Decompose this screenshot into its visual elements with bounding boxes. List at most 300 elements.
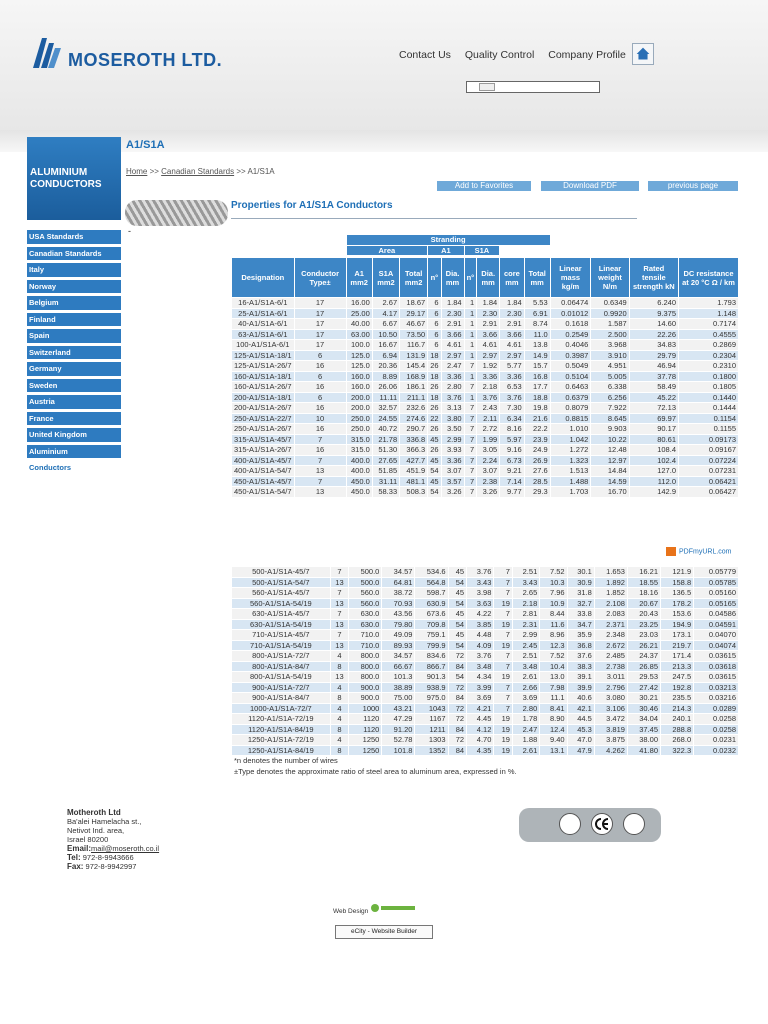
table-cell: 3.98 — [467, 588, 494, 599]
table-cell: 1211 — [415, 724, 448, 735]
table-cell: 290.7 — [400, 424, 428, 435]
col-a1-mm2: A1 mm2 — [346, 258, 372, 298]
table-cell: 938.9 — [415, 682, 448, 693]
table-cell: 5.77 — [500, 361, 524, 372]
table-cell: 2.91 — [500, 319, 524, 330]
table-cell: 42.1 — [567, 703, 594, 714]
table-cell: 0.04070 — [694, 630, 739, 641]
header-area: Area — [346, 245, 428, 256]
table-cell: 30.1 — [567, 567, 594, 578]
table-cell: 4.70 — [467, 735, 494, 746]
table-cell: 2.43 — [477, 403, 500, 414]
table-cell: 6.34 — [500, 413, 524, 424]
pdfmyurl-text: PDFmyURL.com — [679, 548, 732, 556]
table-cell: 14.9 — [524, 350, 550, 361]
table-cell: 3.106 — [594, 703, 627, 714]
top-nav — [399, 49, 637, 61]
table-cell: 32.57 — [372, 403, 399, 414]
table-cell: 32.7 — [567, 598, 594, 609]
table-cell: 33.8 — [567, 609, 594, 620]
breadcrumb-separator: >> — [149, 167, 159, 176]
table-cell: 0.0258 — [694, 714, 739, 725]
table-cell: 84 — [448, 661, 467, 672]
web-design-credit[interactable] — [333, 903, 416, 915]
table-cell: 2.72 — [477, 424, 500, 435]
table-cell: 20.36 — [372, 361, 399, 372]
table-cell: 759.1 — [415, 630, 448, 641]
table-cell: 34.04 — [627, 714, 660, 725]
table-cell: 7 — [464, 455, 477, 466]
table-cell: 1.84 — [500, 298, 524, 309]
sidebar-item-austria[interactable]: Austria — [27, 395, 121, 409]
table-cell: 66.67 — [382, 661, 415, 672]
table-cell: 6 — [294, 371, 346, 382]
table-cell: 136.5 — [661, 588, 694, 599]
table-cell: 43.56 — [382, 609, 415, 620]
table-cell: 211.1 — [400, 392, 428, 403]
table-cell: 24.55 — [372, 413, 399, 424]
table-cell: 0.04586 — [694, 609, 739, 620]
table-cell: 3.13 — [441, 403, 464, 414]
section-title: Properties for A1/S1A Conductors — [231, 200, 393, 211]
table-cell: 2.18 — [477, 382, 500, 393]
scrollbar-thumb[interactable] — [479, 83, 495, 91]
sidebar-item-usa[interactable]: USA Standards — [27, 230, 121, 244]
sidebar-item-canadian[interactable]: Canadian Standards — [27, 247, 121, 261]
table-cell: 322.3 — [661, 745, 694, 756]
footer-email-link[interactable]: mail@moseroth.co.il — [91, 844, 160, 853]
table-cell: 30.46 — [627, 703, 660, 714]
table-cell: 13 — [330, 598, 349, 609]
table-cell: 0.3987 — [550, 350, 591, 361]
table-cell: 22 — [428, 413, 441, 424]
table-row — [232, 403, 739, 414]
table-cell: 1167 — [415, 714, 448, 725]
table-cell: 6.73 — [500, 455, 524, 466]
table-cell: 121.9 — [661, 567, 694, 578]
download-pdf-button[interactable]: Download PDF — [541, 181, 639, 191]
table-cell: 2.97 — [441, 350, 464, 361]
table-cell: 26 — [428, 445, 441, 456]
table-cell: 100-A1/S1A-6/1 — [232, 340, 295, 351]
table-cell: 3.819 — [594, 724, 627, 735]
add-favorites-button[interactable]: Add to Favorites — [437, 181, 531, 191]
table-cell: 560.0 — [349, 588, 382, 599]
table-cell: 240.1 — [661, 714, 694, 725]
table-cell: 6.94 — [372, 350, 399, 361]
sidebar-item-sweden[interactable]: Sweden — [27, 379, 121, 393]
table-cell: 54 — [448, 598, 467, 609]
table-cell: 45 — [448, 630, 467, 641]
table-cell: 2.80 — [512, 703, 539, 714]
previous-page-button[interactable]: previous page — [648, 181, 738, 191]
table-cell: 19 — [494, 598, 513, 609]
table-cell: 64.81 — [382, 577, 415, 588]
table-cell: 72 — [448, 703, 467, 714]
table-cell: 18 — [428, 350, 441, 361]
breadcrumb-standards[interactable]: Canadian Standards — [161, 167, 235, 176]
table-cell: 91.20 — [382, 724, 415, 735]
table-cell: 1352 — [415, 745, 448, 756]
table-cell: 0.03618 — [694, 661, 739, 672]
table-cell: 6.67 — [372, 319, 399, 330]
table-cell: 3.968 — [591, 340, 629, 351]
table-cell: 1.272 — [550, 445, 591, 456]
table-cell: 1250-A1/S1A-84/19 — [232, 745, 331, 756]
table-cell: 900-A1/S1A-72/7 — [232, 682, 331, 693]
properties-table — [231, 234, 739, 498]
table-cell: 54 — [448, 640, 467, 651]
table-cell: 1.78 — [512, 714, 539, 725]
table-cell: 13 — [330, 619, 349, 630]
table-cell: 2.61 — [512, 745, 539, 756]
quality-icon — [559, 813, 581, 835]
table-cell: 84 — [448, 724, 467, 735]
table-cell: 268.0 — [661, 735, 694, 746]
table-row — [232, 487, 739, 498]
table-cell: 54 — [448, 577, 467, 588]
table-cell: 125.0 — [346, 350, 372, 361]
sidebar-item-norway[interactable]: Norway — [27, 280, 121, 294]
table-cell: 250.0 — [346, 424, 372, 435]
table-cell: 630-A1/S1A-54/19 — [232, 619, 331, 630]
table-row — [232, 308, 739, 319]
table-body-2 — [232, 567, 739, 756]
table-cell: 0.04591 — [694, 619, 739, 630]
table-cell: 4.61 — [500, 340, 524, 351]
table-cell: 15.7 — [524, 361, 550, 372]
table-cell: 44.5 — [567, 714, 594, 725]
table-cell: 2.24 — [477, 455, 500, 466]
table-cell: 250.0 — [346, 413, 372, 424]
table-cell: 38.89 — [382, 682, 415, 693]
table-cell: 3.85 — [467, 619, 494, 630]
table-cell: 1.587 — [591, 319, 629, 330]
table-cell: 1 — [464, 319, 477, 330]
table-cell: 450-A1/S1A-54/7 — [232, 487, 295, 498]
sidebar-item-spain[interactable]: Spain — [27, 329, 121, 343]
sidebar-item-finland[interactable]: Finland — [27, 313, 121, 327]
table-cell: 73.50 — [400, 329, 428, 340]
table-cell: 0.2310 — [679, 361, 739, 372]
table-cell: 72 — [448, 735, 467, 746]
table-cell: 2.97 — [500, 350, 524, 361]
footer-address: Netivot Ind. area, — [67, 826, 125, 835]
table-cell: 7.30 — [500, 403, 524, 414]
table-cell: 2.97 — [477, 350, 500, 361]
table-cell: 45 — [448, 609, 467, 620]
table-cell: 2.66 — [512, 682, 539, 693]
table-cell: 3.50 — [441, 424, 464, 435]
table-row — [232, 340, 739, 351]
footer-fax: 972-8-9942997 — [85, 862, 137, 871]
table-cell: 26 — [428, 382, 441, 393]
table-cell: 17 — [294, 340, 346, 351]
table-cell: 500.0 — [349, 577, 382, 588]
table-row — [232, 735, 739, 746]
table-cell: 9.77 — [500, 487, 524, 498]
table-cell: 0.05779 — [694, 567, 739, 578]
table-cell: 112.0 — [629, 476, 678, 487]
table-cell: 7 — [330, 630, 349, 641]
table-cell: 710-A1/S1A-45/7 — [232, 630, 331, 641]
table-cell: 16 — [294, 445, 346, 456]
table-cell: 28.5 — [524, 476, 550, 487]
table-cell: 72 — [448, 714, 467, 725]
table-cell: 8 — [330, 661, 349, 672]
table-cell: 2.738 — [594, 661, 627, 672]
table-cell: 200.0 — [346, 392, 372, 403]
page-title: A1/S1A — [126, 139, 165, 151]
table-cell: 4 — [330, 714, 349, 725]
table-cell: 673.6 — [415, 609, 448, 620]
table-cell: 1000 — [349, 703, 382, 714]
table-cell: 6 — [294, 350, 346, 361]
table-row — [232, 588, 739, 599]
table-cell: 20.43 — [627, 609, 660, 620]
table-cell: 1.488 — [550, 476, 591, 487]
table-cell: 8.89 — [372, 371, 399, 382]
table-cell: 17 — [294, 319, 346, 330]
table-cell: 0.2549 — [550, 329, 591, 340]
col-dc-resistance: DC resistance at 20 °C Ω / km — [679, 258, 739, 298]
sidebar-item-switzerland[interactable]: Switzerland — [27, 346, 121, 360]
header-blank — [550, 235, 738, 258]
table-cell: 315-A1/S1A-45/7 — [232, 434, 295, 445]
table-cell: 3.080 — [594, 693, 627, 704]
table-cell: 219.7 — [661, 640, 694, 651]
table-cell: 18 — [428, 392, 441, 403]
table-cell: 12.97 — [591, 455, 629, 466]
table-cell: 29.79 — [629, 350, 678, 361]
table-cell: 16.70 — [591, 487, 629, 498]
table-cell: 19 — [494, 714, 513, 725]
table-cell: 0.03615 — [694, 651, 739, 662]
table-cell: 29.3 — [524, 487, 550, 498]
table-cell: 54 — [448, 619, 467, 630]
table-cell: 30.9 — [567, 577, 594, 588]
sidebar-item-germany[interactable]: Germany — [27, 362, 121, 376]
table-row — [232, 329, 739, 340]
table-cell: 200-A1/S1A-26/7 — [232, 403, 295, 414]
table-cell: 1 — [464, 371, 477, 382]
table-cell: 52.78 — [382, 735, 415, 746]
table-cell: 3.26 — [441, 487, 464, 498]
table-cell: 27.6 — [524, 466, 550, 477]
table-cell: 29.53 — [627, 672, 660, 683]
table-cell: 366.3 — [400, 445, 428, 456]
pdfmyurl-link[interactable] — [666, 547, 732, 556]
table-cell: 1.513 — [550, 466, 591, 477]
table-cell: 7.52 — [540, 651, 567, 662]
table-cell: 8.74 — [524, 319, 550, 330]
table-cell: 7 — [464, 434, 477, 445]
table-cell: 7.98 — [540, 682, 567, 693]
table-cell: 2.108 — [594, 598, 627, 609]
table-cell: 127.0 — [629, 466, 678, 477]
table-cell: 800-A1/S1A-54/19 — [232, 672, 331, 683]
table-cell: 0.1440 — [679, 392, 739, 403]
table-cell: 7 — [464, 361, 477, 372]
sidebar-item-italy[interactable]: Italy — [27, 263, 121, 277]
table-cell: 18.55 — [627, 577, 660, 588]
table-cell: 288.8 — [661, 724, 694, 735]
table-cell: 9.375 — [629, 308, 678, 319]
table-cell: 0.1805 — [679, 382, 739, 393]
table-cell: 3.66 — [500, 329, 524, 340]
table-cell: 400-A1/S1A-54/7 — [232, 466, 295, 477]
table-cell: 800-A1/S1A-72/7 — [232, 651, 331, 662]
table-cell: 975.0 — [415, 693, 448, 704]
table-cell: 38.72 — [382, 588, 415, 599]
table-cell: 47.9 — [567, 745, 594, 756]
table-cell: 0.0289 — [694, 703, 739, 714]
table-cell: 31.11 — [372, 476, 399, 487]
table-cell: 2.61 — [512, 672, 539, 683]
table-cell: 16.21 — [627, 567, 660, 578]
table-cell: 84 — [448, 693, 467, 704]
table-cell: 46.94 — [629, 361, 678, 372]
table-cell: 2.80 — [441, 382, 464, 393]
table-cell: 7 — [494, 661, 513, 672]
table-cell: 178.2 — [661, 598, 694, 609]
table-cell: 4.45 — [467, 714, 494, 725]
table-cell: 80.61 — [629, 434, 678, 445]
table-cell: 45 — [448, 588, 467, 599]
home-icon[interactable] — [632, 43, 654, 65]
table-cell: 10.9 — [540, 598, 567, 609]
table-cell: 0.2304 — [679, 350, 739, 361]
header-blank — [232, 235, 347, 258]
table-cell: 29.17 — [400, 308, 428, 319]
table-cell: 22.2 — [524, 424, 550, 435]
header-blank — [500, 245, 550, 258]
table-cell: 11.11 — [372, 392, 399, 403]
table-cell: 7.96 — [540, 588, 567, 599]
table-cell: 3.05 — [477, 445, 500, 456]
table-cell: 630.0 — [349, 609, 382, 620]
table-cell: 6.338 — [591, 382, 629, 393]
table-cell: 3.93 — [441, 445, 464, 456]
web-design-label: Web Design — [333, 908, 369, 915]
table-cell: 2.51 — [512, 567, 539, 578]
table-cell: 1.010 — [550, 424, 591, 435]
footer-tel-label: Tel: — [67, 853, 81, 862]
table-cell: 23.03 — [627, 630, 660, 641]
table-cell: 4.61 — [477, 340, 500, 351]
table-body-1 — [232, 298, 739, 498]
table-cell: 1 — [464, 340, 477, 351]
table-cell: 102.4 — [629, 455, 678, 466]
table-cell: 10.3 — [540, 577, 567, 588]
horizontal-scrollbar[interactable] — [466, 81, 600, 93]
table-cell: 3.07 — [477, 466, 500, 477]
table-cell: 7 — [330, 588, 349, 599]
table-cell: 1 — [464, 308, 477, 319]
table-cell: 560.0 — [349, 598, 382, 609]
table-cell: 250-A1/S1A-26/7 — [232, 424, 295, 435]
table-row — [232, 424, 739, 435]
col-s1a-mm2: S1A mm2 — [372, 258, 399, 298]
table-cell: 6.240 — [629, 298, 678, 309]
sidebar-item-belgium[interactable]: Belgium — [27, 296, 121, 310]
table-cell: 18.8 — [524, 392, 550, 403]
table-cell: 2.47 — [441, 361, 464, 372]
table-cell: 800-A1/S1A-84/7 — [232, 661, 331, 672]
table-cell: 173.1 — [661, 630, 694, 641]
table-cell: 63-A1/S1A-6/1 — [232, 329, 295, 340]
table-cell: 315-A1/S1A-26/7 — [232, 445, 295, 456]
table-row — [232, 577, 739, 588]
table-cell: 3.36 — [477, 371, 500, 382]
table-cell: 34.57 — [382, 567, 415, 578]
sidebar-item-france[interactable]: France — [27, 412, 121, 426]
table-cell: 16-A1/S1A-6/1 — [232, 298, 295, 309]
table-cell: 4.48 — [467, 630, 494, 641]
table-cell: 38.00 — [627, 735, 660, 746]
table-cell: 0.05785 — [694, 577, 739, 588]
sidebar-item-aluminium[interactable]: Aluminium — [27, 445, 121, 459]
table-cell: 160.0 — [346, 382, 372, 393]
table-cell: 1 — [464, 350, 477, 361]
table-cell: 534.6 — [415, 567, 448, 578]
table-cell: 1.892 — [594, 577, 627, 588]
table-cell: 400.0 — [346, 455, 372, 466]
table-cell: 3.43 — [467, 577, 494, 588]
sidebar-item-conductors[interactable]: Conductors — [29, 463, 72, 472]
table-cell: 7 — [294, 476, 346, 487]
table-cell: 2.485 — [594, 651, 627, 662]
sidebar-item-uk[interactable]: United Kingdom — [27, 428, 121, 442]
ecity-badge[interactable]: eCity - Website Builder — [335, 925, 433, 939]
table-cell: 598.7 — [415, 588, 448, 599]
table-cell: 192.8 — [661, 682, 694, 693]
nav-contact-us[interactable]: Contact Us — [399, 49, 451, 61]
table-cell: 560-A1/S1A-54/19 — [232, 598, 331, 609]
table-cell: 0.1800 — [679, 371, 739, 382]
table-cell: 1.042 — [550, 434, 591, 445]
table-cell: 45 — [428, 455, 441, 466]
table-cell: 26.06 — [372, 382, 399, 393]
properties-table-continued — [231, 566, 739, 777]
table-cell: 101.3 — [382, 672, 415, 683]
table-cell: 69.97 — [629, 413, 678, 424]
table-cell: 1120 — [349, 714, 382, 725]
brand-logo[interactable]: MOSEROTH LTD. — [68, 50, 223, 70]
table-cell: 8 — [330, 724, 349, 735]
table-cell: 3.011 — [594, 672, 627, 683]
table-cell: 7 — [464, 476, 477, 487]
table-cell: 142.9 — [629, 487, 678, 498]
table-cell: 3.48 — [512, 661, 539, 672]
breadcrumb-home[interactable]: Home — [126, 167, 148, 176]
table-cell: 34.57 — [382, 651, 415, 662]
footer-email-label: Email: — [67, 844, 92, 853]
table-cell: 20.67 — [627, 598, 660, 609]
table-cell: 0.05160 — [694, 588, 739, 599]
col-rated-strength: Rated tensile strength kN — [629, 258, 678, 298]
table-row — [232, 693, 739, 704]
nav-company-profile[interactable]: Company Profile — [548, 49, 626, 61]
breadcrumb-separator: >> — [236, 167, 246, 176]
table-cell: 0.03216 — [694, 693, 739, 704]
table-cell: 3.99 — [467, 682, 494, 693]
col-linear-mass: Linear mass kg/m — [550, 258, 591, 298]
table-cell: 4.262 — [594, 745, 627, 756]
nav-quality-control[interactable]: Quality Control — [464, 49, 535, 61]
table-cell: 7 — [464, 413, 477, 424]
table-cell: 24.9 — [524, 445, 550, 456]
